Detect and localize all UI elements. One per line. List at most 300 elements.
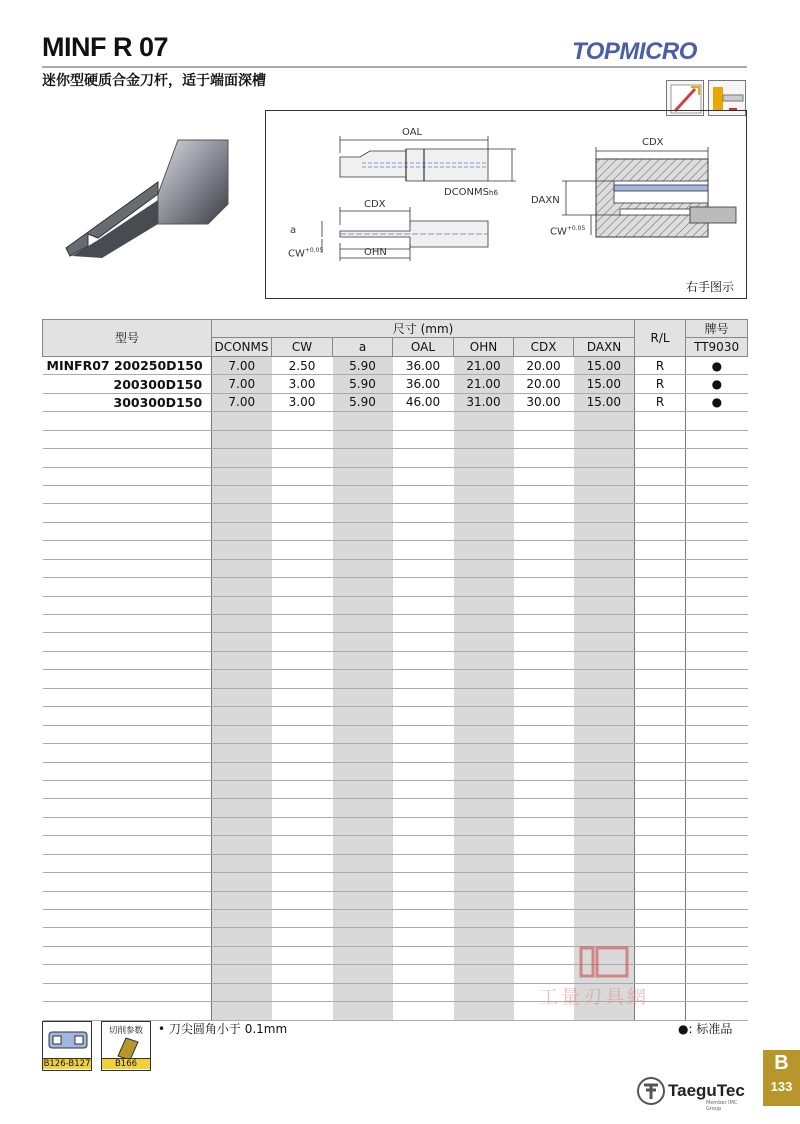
empty-cell: [635, 873, 686, 891]
empty-cell: [686, 688, 748, 706]
empty-cell: [574, 559, 635, 577]
empty-cell: [574, 873, 635, 891]
empty-cell: [635, 780, 686, 798]
table-row-empty: [43, 412, 748, 430]
empty-cell: [686, 541, 748, 559]
empty-cell: [574, 854, 635, 872]
table-row-empty: [43, 485, 748, 503]
empty-cell: [43, 522, 212, 540]
empty-cell: [212, 891, 272, 909]
tool-image: [58, 134, 238, 264]
empty-cell: [635, 412, 686, 430]
empty-cell: [43, 615, 212, 633]
empty-cell: [454, 965, 514, 983]
empty-cell: [43, 412, 212, 430]
empty-cell: [43, 762, 212, 780]
empty-cell: [514, 744, 574, 762]
table-row-empty: [43, 541, 748, 559]
empty-cell: [212, 541, 272, 559]
table-row-empty: [43, 854, 748, 872]
tool-top-view: [322, 207, 488, 261]
label-dconms-sub: h6: [489, 189, 498, 197]
empty-cell: [212, 780, 272, 798]
empty-cell: [333, 615, 393, 633]
empty-cell: [393, 449, 454, 467]
empty-cell: [272, 744, 333, 762]
empty-cell: [686, 596, 748, 614]
empty-cell: [212, 615, 272, 633]
cell-oal: 36.00: [393, 356, 454, 374]
header-model: 型号: [43, 320, 212, 357]
ref-cutting-box[interactable]: [101, 1021, 151, 1071]
label-a: a: [290, 225, 297, 236]
cell-dconms: 7.00: [212, 393, 272, 411]
empty-cell: [514, 522, 574, 540]
empty-cell: [454, 780, 514, 798]
empty-cell: [686, 725, 748, 743]
empty-cell: [514, 541, 574, 559]
empty-cell: [333, 725, 393, 743]
empty-cell: [212, 762, 272, 780]
empty-cell: [574, 504, 635, 522]
table-row-empty: [43, 651, 748, 669]
table-row-empty: [43, 522, 748, 540]
empty-cell: [393, 891, 454, 909]
empty-cell: [514, 891, 574, 909]
cell-cw: 2.50: [272, 356, 333, 374]
empty-cell: [635, 578, 686, 596]
col-daxn: DAXN: [574, 338, 635, 356]
empty-cell: [514, 910, 574, 928]
cell-cdx: 20.00: [514, 375, 574, 393]
col-a: a: [333, 338, 393, 356]
empty-cell: [454, 615, 514, 633]
empty-cell: [272, 651, 333, 669]
empty-cell: [272, 541, 333, 559]
label-daxn: DAXN: [531, 195, 560, 206]
cell-oal: 36.00: [393, 375, 454, 393]
empty-cell: [43, 430, 212, 448]
empty-cell: [686, 854, 748, 872]
empty-cell: [574, 780, 635, 798]
company-sub: Member IMC Group: [706, 1100, 738, 1112]
cell-tt9030: ●: [686, 375, 748, 393]
empty-cell: [635, 596, 686, 614]
col-cw: CW: [272, 338, 333, 356]
empty-cell: [43, 817, 212, 835]
empty-cell: [333, 910, 393, 928]
empty-cell: [514, 725, 574, 743]
empty-cell: [454, 707, 514, 725]
empty-cell: [454, 449, 514, 467]
empty-cell: [393, 780, 454, 798]
empty-cell: [272, 559, 333, 577]
empty-cell: [393, 744, 454, 762]
empty-cell: [454, 688, 514, 706]
label-cw-left: [288, 247, 323, 259]
cell-tt9030: ●: [686, 393, 748, 411]
empty-cell: [333, 688, 393, 706]
empty-cell: [635, 817, 686, 835]
empty-cell: [454, 725, 514, 743]
table-row-empty: [43, 817, 748, 835]
empty-cell: [43, 485, 212, 503]
workpiece-section: [562, 147, 736, 237]
empty-cell: [43, 983, 212, 1001]
empty-cell: [514, 854, 574, 872]
empty-cell: [686, 522, 748, 540]
empty-cell: [514, 836, 574, 854]
empty-cell: [393, 559, 454, 577]
col-cdx: CDX: [514, 338, 574, 356]
cell-a: 5.90: [333, 393, 393, 411]
empty-cell: [212, 449, 272, 467]
model-cell: [43, 375, 212, 393]
empty-cell: [333, 799, 393, 817]
empty-cell: [574, 449, 635, 467]
empty-cell: [454, 596, 514, 614]
empty-cell: [393, 817, 454, 835]
empty-cell: [454, 928, 514, 946]
brand-micro: MICRO: [619, 38, 697, 65]
empty-cell: [686, 1002, 748, 1020]
empty-cell: [514, 615, 574, 633]
empty-cell: [686, 651, 748, 669]
cell-ohn: 31.00: [454, 393, 514, 411]
empty-cell: [454, 651, 514, 669]
empty-cell: [454, 504, 514, 522]
empty-cell: [272, 910, 333, 928]
empty-cell: [686, 449, 748, 467]
empty-cell: [272, 430, 333, 448]
cell-daxn: 15.00: [574, 356, 635, 374]
empty-cell: [686, 578, 748, 596]
empty-cell: [454, 817, 514, 835]
empty-cell: [686, 670, 748, 688]
empty-cell: [333, 744, 393, 762]
empty-cell: [454, 633, 514, 651]
ref-insert-box[interactable]: [42, 1021, 92, 1071]
col-ohn: OHN: [454, 338, 514, 356]
empty-cell: [393, 578, 454, 596]
cell-cdx: 20.00: [514, 356, 574, 374]
empty-cell: [43, 780, 212, 798]
empty-cell: [43, 725, 212, 743]
model-code: 200300D150: [113, 376, 203, 392]
diagram-caption: 右手图示: [686, 280, 735, 294]
empty-cell: [574, 799, 635, 817]
empty-cell: [272, 633, 333, 651]
empty-cell: [574, 817, 635, 835]
page-subtitle: 迷你型硬质合金刀杆，适于端面深槽: [42, 73, 266, 89]
empty-cell: [514, 873, 574, 891]
empty-cell: [454, 578, 514, 596]
page-title: MINF R 07: [42, 32, 169, 62]
empty-cell: [212, 688, 272, 706]
empty-cell: [635, 485, 686, 503]
empty-cell: [454, 799, 514, 817]
empty-cell: [43, 578, 212, 596]
empty-cell: [212, 928, 272, 946]
empty-cell: [514, 651, 574, 669]
empty-cell: [454, 670, 514, 688]
empty-cell: [393, 910, 454, 928]
empty-cell: [686, 504, 748, 522]
empty-cell: [454, 983, 514, 1001]
empty-cell: [393, 541, 454, 559]
empty-cell: [333, 1002, 393, 1020]
empty-cell: [333, 873, 393, 891]
section-tab[interactable]: [763, 1050, 800, 1106]
empty-cell: [393, 854, 454, 872]
model-code: 200250D150: [113, 358, 203, 374]
empty-cell: [212, 467, 272, 485]
empty-cell: [212, 983, 272, 1001]
empty-cell: [272, 707, 333, 725]
empty-cell: [574, 596, 635, 614]
empty-cell: [393, 651, 454, 669]
empty-cell: [635, 707, 686, 725]
col-oal: OAL: [393, 338, 454, 356]
cell-cdx: 30.00: [514, 393, 574, 411]
footnote: • 刀尖圆角小于 0.1mm: [158, 1022, 288, 1036]
empty-cell: [272, 854, 333, 872]
col-tt9030: TT9030: [686, 338, 748, 356]
empty-cell: [686, 873, 748, 891]
empty-cell: [333, 651, 393, 669]
watermark: [537, 944, 677, 1014]
empty-cell: [43, 928, 212, 946]
empty-cell: [574, 910, 635, 928]
col-dconms: DCONMS: [212, 338, 272, 356]
empty-cell: [272, 522, 333, 540]
table-row-empty: [43, 780, 748, 798]
empty-cell: [333, 836, 393, 854]
empty-cell: [212, 430, 272, 448]
empty-cell: [272, 578, 333, 596]
table-row-empty: [43, 578, 748, 596]
empty-cell: [514, 688, 574, 706]
empty-cell: [333, 578, 393, 596]
empty-cell: [686, 485, 748, 503]
empty-cell: [212, 873, 272, 891]
company-logo: [636, 1074, 754, 1110]
empty-cell: [212, 485, 272, 503]
empty-cell: [686, 891, 748, 909]
empty-cell: [454, 891, 514, 909]
empty-cell: [635, 449, 686, 467]
empty-cell: [686, 836, 748, 854]
empty-cell: [686, 946, 748, 964]
empty-cell: [393, 522, 454, 540]
header-rule: [42, 66, 747, 68]
empty-cell: [686, 965, 748, 983]
empty-cell: [272, 891, 333, 909]
label-cw-left-text: CW: [288, 248, 305, 260]
table-row-empty: [43, 744, 748, 762]
tool-side-view: [340, 136, 516, 181]
empty-cell: [454, 485, 514, 503]
empty-cell: [454, 430, 514, 448]
empty-cell: [43, 873, 212, 891]
empty-cell: [272, 873, 333, 891]
cell-ohn: 21.00: [454, 356, 514, 374]
empty-cell: [635, 504, 686, 522]
cell-dconms: 7.00: [212, 375, 272, 393]
empty-cell: [635, 688, 686, 706]
empty-cell: [454, 541, 514, 559]
cell-rl: R: [635, 375, 686, 393]
empty-cell: [574, 762, 635, 780]
empty-cell: [393, 762, 454, 780]
empty-cell: [212, 817, 272, 835]
label-cdx-right: CDX: [642, 137, 664, 148]
empty-cell: [272, 596, 333, 614]
empty-cell: [212, 670, 272, 688]
empty-cell: [454, 744, 514, 762]
empty-cell: [635, 891, 686, 909]
table-row-empty: [43, 891, 748, 909]
empty-cell: [635, 651, 686, 669]
empty-cell: [514, 707, 574, 725]
empty-cell: [574, 836, 635, 854]
empty-cell: [333, 817, 393, 835]
empty-cell: [43, 449, 212, 467]
empty-cell: [212, 946, 272, 964]
label-dconms: [444, 187, 498, 198]
table-row-empty: [43, 910, 748, 928]
table-row-empty: [43, 449, 748, 467]
empty-cell: [574, 485, 635, 503]
empty-cell: [272, 1002, 333, 1020]
empty-cell: [333, 430, 393, 448]
empty-cell: [686, 559, 748, 577]
empty-cell: [393, 836, 454, 854]
cell-daxn: 15.00: [574, 375, 635, 393]
empty-cell: [333, 504, 393, 522]
empty-cell: [686, 430, 748, 448]
empty-cell: [393, 633, 454, 651]
cell-daxn: 15.00: [574, 393, 635, 411]
page-number: 133: [770, 1079, 793, 1094]
empty-cell: [574, 541, 635, 559]
empty-cell: [514, 817, 574, 835]
empty-cell: [43, 854, 212, 872]
empty-cell: [212, 965, 272, 983]
empty-cell: [574, 615, 635, 633]
empty-cell: [514, 412, 574, 430]
empty-cell: [43, 541, 212, 559]
empty-cell: [333, 412, 393, 430]
table-row: [43, 356, 748, 374]
empty-cell: [393, 670, 454, 688]
empty-cell: [212, 799, 272, 817]
empty-cell: [574, 467, 635, 485]
table-row-empty: [43, 615, 748, 633]
empty-cell: [393, 467, 454, 485]
empty-cell: [212, 651, 272, 669]
empty-cell: [333, 891, 393, 909]
empty-cell: [333, 965, 393, 983]
empty-cell: [686, 817, 748, 835]
empty-cell: [333, 449, 393, 467]
label-cw-right-tol: +0.05: [566, 225, 586, 232]
empty-cell: [635, 615, 686, 633]
empty-cell: [272, 983, 333, 1001]
empty-cell: [686, 910, 748, 928]
empty-cell: [272, 467, 333, 485]
cell-cw: 3.00: [272, 375, 333, 393]
empty-cell: [635, 799, 686, 817]
empty-cell: [393, 615, 454, 633]
empty-cell: [635, 910, 686, 928]
empty-cell: [333, 670, 393, 688]
empty-cell: [212, 559, 272, 577]
empty-cell: [393, 873, 454, 891]
empty-cell: [574, 744, 635, 762]
model-code: 300300D150: [113, 394, 203, 410]
empty-cell: [514, 799, 574, 817]
empty-cell: [454, 762, 514, 780]
empty-cell: [43, 965, 212, 983]
empty-cell: [514, 780, 574, 798]
empty-cell: [272, 725, 333, 743]
empty-cell: [393, 965, 454, 983]
empty-cell: [393, 725, 454, 743]
empty-cell: [514, 467, 574, 485]
company-name: TaeguTec: [668, 1081, 745, 1100]
cell-cw: 3.00: [272, 393, 333, 411]
empty-cell: [212, 725, 272, 743]
empty-cell: [272, 504, 333, 522]
empty-cell: [454, 467, 514, 485]
empty-cell: [212, 412, 272, 430]
empty-cell: [686, 983, 748, 1001]
empty-cell: [272, 799, 333, 817]
empty-cell: [393, 430, 454, 448]
empty-cell: [635, 467, 686, 485]
empty-cell: [635, 633, 686, 651]
empty-cell: [686, 762, 748, 780]
label-cw-right: [550, 225, 585, 237]
table-row-empty: [43, 596, 748, 614]
empty-cell: [454, 873, 514, 891]
empty-cell: [272, 485, 333, 503]
empty-cell: [514, 485, 574, 503]
label-cdx-left: CDX: [364, 199, 386, 210]
empty-cell: [43, 559, 212, 577]
empty-cell: [393, 688, 454, 706]
table-row-empty: [43, 836, 748, 854]
empty-cell: [686, 928, 748, 946]
header-dimensions: 尺寸 (mm): [212, 320, 635, 338]
empty-cell: [574, 725, 635, 743]
empty-cell: [333, 762, 393, 780]
model-prefix: MINFR07: [46, 358, 110, 374]
table-row-empty: [43, 707, 748, 725]
empty-cell: [454, 1002, 514, 1020]
empty-cell: [212, 744, 272, 762]
empty-cell: [635, 725, 686, 743]
empty-cell: [514, 449, 574, 467]
empty-cell: [333, 928, 393, 946]
empty-cell: [43, 467, 212, 485]
empty-cell: [43, 596, 212, 614]
label-oal: OAL: [402, 127, 423, 138]
watermark-text: 工量刃具網: [539, 986, 650, 1008]
cell-tt9030: ●: [686, 356, 748, 374]
empty-cell: [574, 412, 635, 430]
